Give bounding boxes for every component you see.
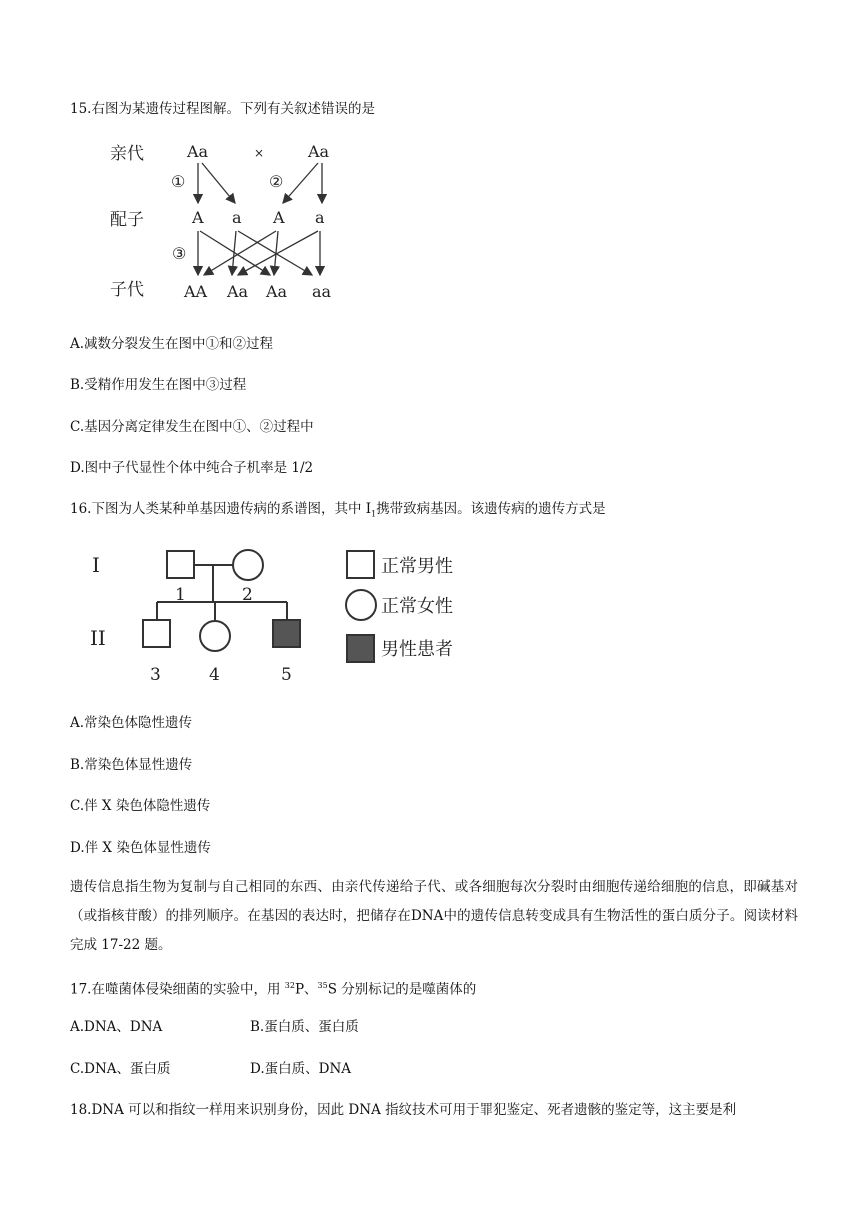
affected-male-5 <box>273 620 300 647</box>
generation-I: I <box>92 553 100 577</box>
q17-option-b: B.蛋白质、蛋白质 <box>250 1019 359 1035</box>
legend-affected-male: 男性患者 <box>381 639 453 660</box>
q17-option-c: C.DNA、蛋白质 <box>70 1061 171 1077</box>
q15-option-d: D.图中子代显性个体中纯合子机率是 1/2 <box>70 460 314 476</box>
number-3: 3 <box>150 665 161 685</box>
offspring-AA: AA <box>184 282 208 301</box>
legend-affected-male-symbol <box>347 635 374 662</box>
gamete-A-1: A <box>192 208 204 227</box>
label-offspring: 子代 <box>110 280 144 300</box>
cross-symbol: × <box>254 146 265 160</box>
number-2: 2 <box>242 585 253 605</box>
q15-option-a: A.减数分裂发生在图中①和②过程 <box>70 336 274 352</box>
parent-1: Aa <box>187 142 209 161</box>
gamete-A-2: A <box>273 208 285 227</box>
question-17-stem: 17.在噬菌体侵染细菌的实验中，用 $^{32}$P、$^{35}$S 分别标记的是噬菌体的 <box>70 981 477 998</box>
label-gamete: 配子 <box>110 210 144 230</box>
q16-option-c: C.伴 X 染色体隐性遗传 <box>70 798 211 814</box>
number-1: 1 <box>175 585 186 605</box>
gamete-a-2: a <box>315 208 325 227</box>
q17-option-a: A.DNA、DNA <box>70 1019 163 1035</box>
pedigree-chart <box>70 540 500 695</box>
label-parent: 亲代 <box>110 144 144 164</box>
genetic-cross-diagram <box>70 133 365 313</box>
offspring-Aa-2: Aa <box>266 282 288 301</box>
question-18-stem: 18.DNA 可以和指纹一样用来识别身份，因此 DNA 指纹技术可用于罪犯鉴定、死者遗骸的鉴定等，这主要是利 <box>70 1102 737 1118</box>
question-15-stem: 15.右图为某遗传过程图解。下列有关叙述错误的是 <box>70 101 375 117</box>
number-5: 5 <box>281 665 292 685</box>
q15-option-b: B.受精作用发生在图中③过程 <box>70 377 247 393</box>
marker-1: ① <box>171 172 186 191</box>
number-4: 4 <box>209 665 220 685</box>
legend-normal-female: 正常女性 <box>381 596 453 617</box>
offspring-Aa-1: Aa <box>227 282 249 301</box>
gamete-a-1: a <box>232 208 242 227</box>
marker-2: ② <box>269 172 284 191</box>
q17-option-d: D.蛋白质、DNA <box>250 1061 352 1077</box>
legend-normal-male: 正常男性 <box>381 556 453 577</box>
q16-option-d: D.伴 X 染色体显性遗传 <box>70 840 211 856</box>
q16-option-b: B.常染色体显性遗传 <box>70 757 193 773</box>
parent-2: Aa <box>308 142 330 161</box>
offspring-aa: aa <box>312 282 332 301</box>
marker-3: ③ <box>172 244 187 263</box>
q15-option-c: C.基因分离定律发生在图中①、②过程中 <box>70 419 314 435</box>
reading-passage: 遗传信息指生物为复制与自己相同的东西、由亲代传递给子代、或各细胞每次分裂时由细胞传递给细胞的信息，即碱基对（或指核苷酸）的排列顺序。在基因的表达时，把储存在DNA中的遗传信息转变成具有生物活性的蛋白质分子。阅读材料完成 17-22 题。 <box>70 879 798 953</box>
question-16-stem: 16.下图为人类某种单基因遗传病的系谱图，其中 $I_1$携带致病基因。该遗传病的遗传方式是 <box>70 501 606 519</box>
generation-II: II <box>90 626 106 650</box>
q16-option-a: A.常染色体隐性遗传 <box>70 715 193 731</box>
